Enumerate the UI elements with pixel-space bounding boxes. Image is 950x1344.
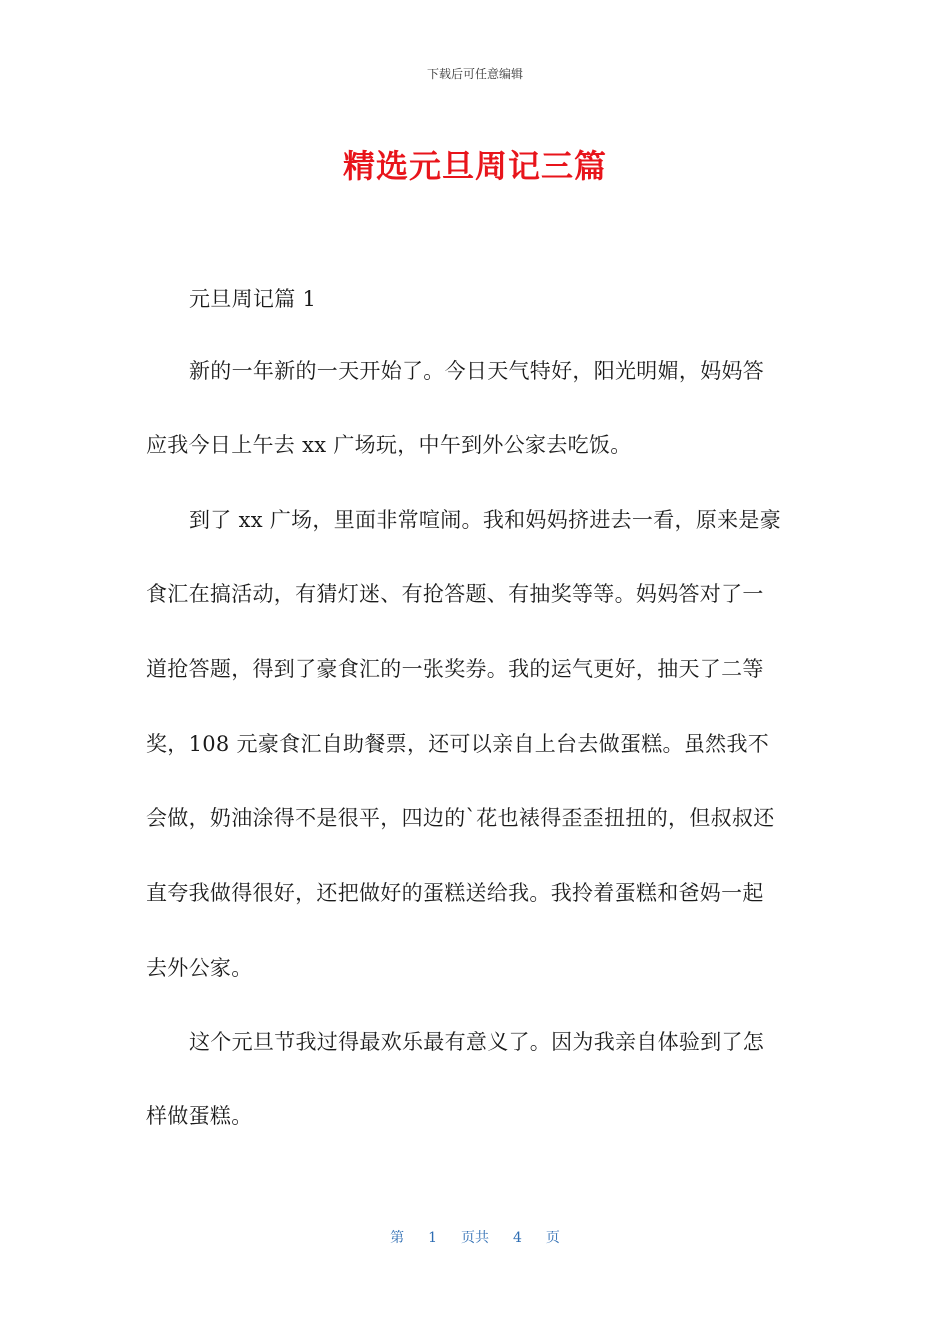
footer-total-pages: 4 — [513, 1230, 522, 1246]
paragraph-line: 直夸我做得很好，还把做好的蛋糕送给我。我拎着蛋糕和爸妈一起 — [146, 881, 764, 905]
footer-prefix: 第 — [390, 1230, 405, 1246]
paragraph-line: 去外公家。 — [146, 956, 253, 980]
footer-suffix: 页 — [545, 1230, 560, 1246]
section-heading: 元旦周记篇 1 — [189, 287, 317, 311]
paragraph-line: 到了 xx 广场，里面非常喧闹。我和妈妈挤进去一看，原来是豪 — [189, 508, 782, 532]
paragraph-line: 奖，108 元豪食汇自助餐票，还可以亲自上台去做蛋糕。虽然我不 — [146, 732, 770, 756]
document-title: 精选元旦周记三篇 — [342, 147, 607, 185]
paragraph-line: 新的一年新的一天开始了。今日天气特好，阳光明媚，妈妈答 — [189, 359, 765, 383]
page-footer — [0, 1228, 950, 1248]
paragraph-line: 道抢答题，得到了豪食汇的一张奖券。我的运气更好，抽天了二等 — [146, 657, 764, 681]
paragraph-line: 食汇在搞活动，有猜灯迷、有抢答题、有抽奖等等。妈妈答对了一 — [146, 582, 764, 606]
header-note: 下载后可任意编辑 — [426, 67, 523, 81]
paragraph-line: 这个元旦节我过得最欢乐最有意义了。因为我亲自体验到了怎 — [189, 1030, 765, 1054]
paragraph-line: 会做，奶油涂得不是很平，四边的`花也裱得歪歪扭扭的，但叔叔还 — [146, 806, 775, 830]
paragraph-line: 样做蛋糕。 — [146, 1104, 253, 1128]
footer-page-number: 1 — [428, 1230, 437, 1246]
paragraph-line: 应我今日上午去 xx 广场玩，中午到外公家去吃饭。 — [146, 433, 632, 457]
footer-middle: 页共 — [461, 1230, 489, 1246]
